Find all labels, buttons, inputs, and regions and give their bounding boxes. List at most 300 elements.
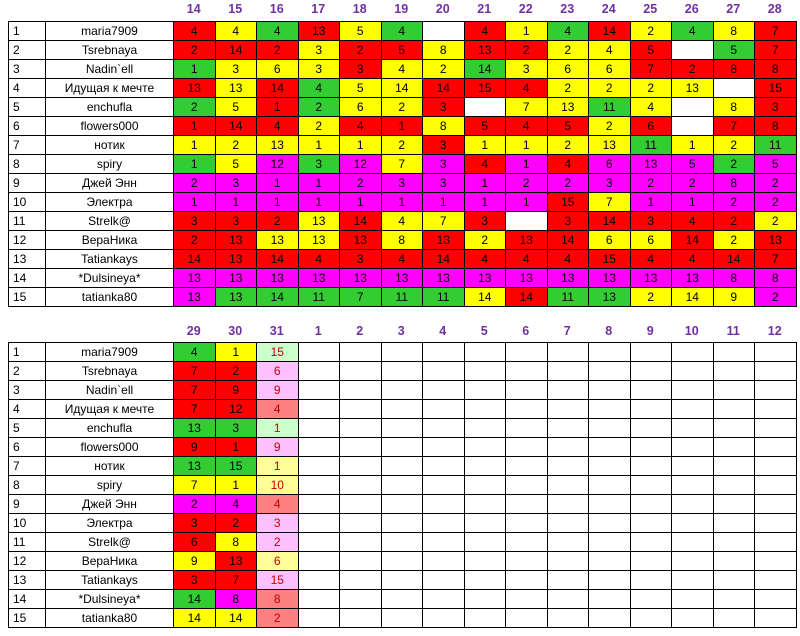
row-number: 13 (9, 250, 46, 269)
score-cell: 2 (340, 41, 382, 60)
score-cell (589, 381, 631, 400)
score-cell: 9 (713, 288, 755, 307)
score-cell: 2 (215, 136, 257, 155)
score-cell (713, 79, 755, 98)
score-cell (630, 457, 672, 476)
table-row (9, 193, 797, 212)
score-cell (340, 571, 382, 590)
score-cell (589, 400, 631, 419)
score-cell: 1 (464, 174, 506, 193)
score-cell: 13 (298, 231, 340, 250)
score-cell (423, 590, 465, 609)
score-cell (340, 343, 382, 362)
score-cell: 14 (257, 79, 299, 98)
score-cell: 1 (298, 174, 340, 193)
score-cell (755, 514, 797, 533)
participant-name: enchufla (46, 98, 174, 117)
row-number: 9 (9, 495, 46, 514)
participant-name: flowers000 (46, 438, 174, 457)
score-cell: 13 (340, 231, 382, 250)
day-header: 21 (477, 2, 492, 16)
score-cell (340, 533, 382, 552)
score-cell: 1 (672, 193, 714, 212)
score-cell (672, 438, 714, 457)
row-number: 7 (9, 136, 46, 155)
score-cell: 2 (174, 41, 216, 60)
score-cell: 4 (257, 495, 299, 514)
score-cell: 2 (257, 41, 299, 60)
score-cell: 2 (257, 212, 299, 231)
score-cell (506, 571, 548, 590)
score-cell: 15 (257, 571, 299, 590)
score-cell: 7 (755, 22, 797, 41)
score-cell: 14 (257, 250, 299, 269)
score-cell (589, 419, 631, 438)
score-cell: 14 (464, 288, 506, 307)
score-cell (340, 495, 382, 514)
score-cell: 4 (257, 117, 299, 136)
table-row (9, 419, 797, 438)
score-cell: 13 (755, 231, 797, 250)
score-cell (298, 552, 340, 571)
score-cell (464, 98, 506, 117)
participant-name: Джей Энн (46, 174, 174, 193)
score-cell (672, 495, 714, 514)
score-cell (464, 381, 506, 400)
score-cell (298, 457, 340, 476)
score-cell: 13 (589, 269, 631, 288)
score-cell (713, 457, 755, 476)
score-cell: 8 (713, 22, 755, 41)
score-cell (589, 362, 631, 381)
score-cell: 7 (423, 212, 465, 231)
score-cell: 2 (298, 98, 340, 117)
score-cell: 4 (257, 400, 299, 419)
score-cell (547, 609, 589, 628)
score-cell: 13 (630, 269, 672, 288)
score-cell (755, 609, 797, 628)
score-cell: 14 (547, 231, 589, 250)
participant-name: flowers000 (46, 117, 174, 136)
participant-name: *Dulsineya* (46, 590, 174, 609)
score-cell: 1 (340, 136, 382, 155)
score-cell: 4 (340, 117, 382, 136)
score-cell: 6 (174, 533, 216, 552)
score-cell: 6 (257, 60, 299, 79)
score-cell: 2 (547, 41, 589, 60)
score-cell: 7 (215, 571, 257, 590)
score-cell: 11 (423, 288, 465, 307)
score-cell (755, 552, 797, 571)
score-cell: 7 (755, 250, 797, 269)
score-cell: 3 (215, 174, 257, 193)
top-score-table (8, 21, 797, 307)
score-cell (506, 343, 548, 362)
day-header: 1 (314, 324, 322, 338)
score-cell (423, 476, 465, 495)
score-cell (423, 22, 465, 41)
participant-name: Tatiankays (46, 571, 174, 590)
score-cell (464, 438, 506, 457)
score-cell: 14 (423, 250, 465, 269)
score-cell: 2 (506, 41, 548, 60)
score-cell (755, 400, 797, 419)
score-cell (547, 571, 589, 590)
top-day-header (8, 0, 796, 18)
score-cell: 3 (257, 514, 299, 533)
score-cell: 2 (630, 79, 672, 98)
score-cell (340, 609, 382, 628)
day-header: 12 (767, 324, 782, 338)
score-cell (298, 343, 340, 362)
score-cell: 11 (630, 136, 672, 155)
score-cell (713, 343, 755, 362)
score-cell (298, 362, 340, 381)
score-cell: 8 (215, 533, 257, 552)
score-cell (381, 343, 423, 362)
score-cell (589, 609, 631, 628)
score-cell: 2 (713, 231, 755, 250)
score-cell: 1 (174, 117, 216, 136)
row-number: 1 (9, 22, 46, 41)
score-cell: 2 (713, 193, 755, 212)
score-cell: 13 (174, 457, 216, 476)
score-cell: 11 (547, 288, 589, 307)
score-cell: 2 (381, 98, 423, 117)
score-cell (672, 117, 714, 136)
score-cell (547, 343, 589, 362)
score-cell: 5 (464, 117, 506, 136)
score-cell: 1 (381, 193, 423, 212)
score-cell: 6 (257, 552, 299, 571)
participant-name: Электра (46, 514, 174, 533)
score-cell: 2 (381, 136, 423, 155)
score-cell: 3 (755, 98, 797, 117)
day-header: 4 (439, 324, 447, 338)
score-cell (464, 533, 506, 552)
table-row (9, 269, 797, 288)
score-cell: 5 (713, 41, 755, 60)
score-cell (298, 495, 340, 514)
score-cell: 15 (589, 250, 631, 269)
score-cell (755, 343, 797, 362)
table-row (9, 343, 797, 362)
score-cell (298, 438, 340, 457)
score-cell (755, 362, 797, 381)
participant-name: spiry (46, 155, 174, 174)
score-cell (423, 400, 465, 419)
score-cell: 3 (506, 60, 548, 79)
score-cell (630, 400, 672, 419)
score-cell: 2 (464, 231, 506, 250)
score-cell: 4 (506, 250, 548, 269)
score-cell: 13 (547, 269, 589, 288)
score-cell: 4 (298, 79, 340, 98)
score-cell: 7 (589, 193, 631, 212)
score-cell: 2 (630, 288, 672, 307)
score-cell: 2 (506, 174, 548, 193)
row-number: 10 (9, 514, 46, 533)
score-cell (547, 476, 589, 495)
score-cell: 2 (713, 212, 755, 231)
score-cell: 1 (215, 438, 257, 457)
day-header: 16 (269, 2, 284, 16)
score-cell (672, 400, 714, 419)
score-cell (381, 381, 423, 400)
score-cell: 14 (672, 288, 714, 307)
score-cell (672, 98, 714, 117)
score-cell (672, 381, 714, 400)
score-cell (298, 514, 340, 533)
score-cell (547, 533, 589, 552)
score-cell: 1 (506, 193, 548, 212)
score-cell (755, 590, 797, 609)
score-cell: 2 (257, 533, 299, 552)
score-cell: 2 (174, 231, 216, 250)
score-cell: 13 (589, 136, 631, 155)
score-cell: 1 (381, 117, 423, 136)
score-cell: 13 (672, 269, 714, 288)
participant-name: Strelk@ (46, 212, 174, 231)
participant-name: Tsrebnaya (46, 41, 174, 60)
day-header: 31 (269, 324, 284, 338)
score-cell: 4 (215, 22, 257, 41)
table-row (9, 250, 797, 269)
day-header: 29 (186, 324, 201, 338)
score-cell (381, 495, 423, 514)
participant-name: enchufla (46, 419, 174, 438)
participant-name: нотик (46, 136, 174, 155)
score-cell: 5 (215, 98, 257, 117)
score-cell: 5 (340, 79, 382, 98)
score-cell (713, 533, 755, 552)
table-row (9, 362, 797, 381)
score-cell (506, 495, 548, 514)
score-cell: 4 (672, 22, 714, 41)
score-cell (381, 552, 423, 571)
participant-name: нотик (46, 457, 174, 476)
score-cell: 13 (174, 419, 216, 438)
score-cell: 5 (340, 22, 382, 41)
row-number: 14 (9, 590, 46, 609)
row-number: 5 (9, 98, 46, 117)
score-cell: 4 (630, 250, 672, 269)
score-cell: 15 (755, 79, 797, 98)
score-cell: 4 (174, 343, 216, 362)
score-cell (506, 362, 548, 381)
score-cell (340, 438, 382, 457)
row-number: 2 (9, 362, 46, 381)
row-number: 13 (9, 571, 46, 590)
score-cell (672, 571, 714, 590)
score-cell: 1 (174, 136, 216, 155)
score-cell (713, 419, 755, 438)
score-cell: 3 (215, 212, 257, 231)
score-cell (506, 419, 548, 438)
score-cell (672, 343, 714, 362)
score-cell: 12 (215, 400, 257, 419)
score-cell: 2 (755, 193, 797, 212)
score-cell: 13 (174, 79, 216, 98)
score-cell (464, 552, 506, 571)
table-row (9, 174, 797, 193)
score-cell (423, 381, 465, 400)
score-cell: 2 (340, 174, 382, 193)
score-cell (506, 212, 548, 231)
score-cell: 4 (381, 250, 423, 269)
score-cell: 5 (672, 155, 714, 174)
score-cell: 2 (755, 288, 797, 307)
score-cell: 7 (174, 362, 216, 381)
score-cell: 6 (589, 155, 631, 174)
score-cell (630, 495, 672, 514)
score-cell: 3 (298, 155, 340, 174)
score-cell (630, 343, 672, 362)
score-cell (464, 362, 506, 381)
table-row (9, 231, 797, 250)
row-number: 5 (9, 419, 46, 438)
score-cell: 2 (547, 174, 589, 193)
row-number: 12 (9, 552, 46, 571)
score-cell: 7 (340, 288, 382, 307)
score-cell: 14 (340, 212, 382, 231)
score-cell: 4 (464, 250, 506, 269)
score-cell (381, 400, 423, 419)
row-number: 12 (9, 231, 46, 250)
score-cell (464, 571, 506, 590)
score-cell (506, 533, 548, 552)
score-cell: 4 (672, 250, 714, 269)
score-cell: 14 (589, 22, 631, 41)
score-cell: 14 (174, 609, 216, 628)
score-cell: 2 (174, 98, 216, 117)
score-cell (672, 533, 714, 552)
row-number: 10 (9, 193, 46, 212)
score-cell: 7 (174, 400, 216, 419)
score-cell: 14 (215, 609, 257, 628)
score-cell: 1 (257, 457, 299, 476)
score-cell: 13 (630, 155, 672, 174)
day-header: 8 (605, 324, 613, 338)
score-cell (589, 514, 631, 533)
score-cell (630, 362, 672, 381)
score-cell: 2 (215, 362, 257, 381)
score-cell: 13 (381, 269, 423, 288)
participant-name: Электра (46, 193, 174, 212)
score-cell (298, 609, 340, 628)
score-cell: 1 (506, 155, 548, 174)
score-cell (340, 476, 382, 495)
score-cell (506, 457, 548, 476)
score-cell: 5 (755, 155, 797, 174)
score-cell: 4 (257, 22, 299, 41)
day-header: 18 (352, 2, 367, 16)
score-cell (630, 609, 672, 628)
score-cell (381, 609, 423, 628)
row-number: 7 (9, 457, 46, 476)
score-cell (423, 609, 465, 628)
score-cell: 3 (174, 571, 216, 590)
day-header: 10 (684, 324, 699, 338)
score-cell: 1 (340, 193, 382, 212)
score-cell (381, 457, 423, 476)
score-cell: 9 (174, 552, 216, 571)
score-cell: 1 (423, 193, 465, 212)
score-cell (713, 590, 755, 609)
score-cell (340, 381, 382, 400)
score-cell (340, 552, 382, 571)
score-cell (713, 552, 755, 571)
score-cell: 1 (630, 193, 672, 212)
row-number: 11 (9, 533, 46, 552)
score-cell (298, 476, 340, 495)
score-cell: 4 (547, 250, 589, 269)
score-cell (713, 438, 755, 457)
score-cell: 1 (464, 136, 506, 155)
score-cell: 1 (506, 22, 548, 41)
score-cell: 8 (755, 117, 797, 136)
score-cell: 13 (506, 231, 548, 250)
participant-name: Идущая к мечте (46, 400, 174, 419)
score-cell (589, 590, 631, 609)
score-cell (755, 571, 797, 590)
table-row (9, 98, 797, 117)
row-number: 3 (9, 60, 46, 79)
score-cell: 3 (340, 60, 382, 79)
score-cell: 4 (464, 22, 506, 41)
score-cell: 3 (215, 60, 257, 79)
score-cell (589, 343, 631, 362)
score-cell: 2 (755, 212, 797, 231)
score-cell (464, 419, 506, 438)
day-header: 24 (601, 2, 616, 16)
score-cell (464, 514, 506, 533)
score-cell: 13 (215, 231, 257, 250)
score-cell (672, 41, 714, 60)
score-cell: 1 (174, 60, 216, 79)
score-cell (547, 400, 589, 419)
score-cell (755, 438, 797, 457)
score-cell: 13 (174, 288, 216, 307)
score-cell (630, 571, 672, 590)
participant-name: maria7909 (46, 22, 174, 41)
score-cell: 14 (174, 250, 216, 269)
score-cell (340, 457, 382, 476)
score-cell: 1 (215, 476, 257, 495)
day-header: 3 (397, 324, 405, 338)
score-cell (589, 552, 631, 571)
score-cell (381, 571, 423, 590)
participant-name: Strelk@ (46, 533, 174, 552)
score-cell: 6 (630, 117, 672, 136)
score-cell (381, 533, 423, 552)
score-cell: 14 (672, 231, 714, 250)
score-cell: 2 (630, 22, 672, 41)
score-cell: 8 (713, 269, 755, 288)
score-cell (755, 381, 797, 400)
score-cell: 2 (713, 136, 755, 155)
participant-name: tatianka80 (46, 609, 174, 628)
score-cell: 1 (257, 174, 299, 193)
participant-name: *Dulsineya* (46, 269, 174, 288)
score-cell: 1 (672, 136, 714, 155)
score-cell (423, 419, 465, 438)
score-cell: 2 (713, 155, 755, 174)
score-cell (547, 438, 589, 457)
score-cell (630, 514, 672, 533)
score-cell (589, 457, 631, 476)
score-cell: 9 (257, 438, 299, 457)
